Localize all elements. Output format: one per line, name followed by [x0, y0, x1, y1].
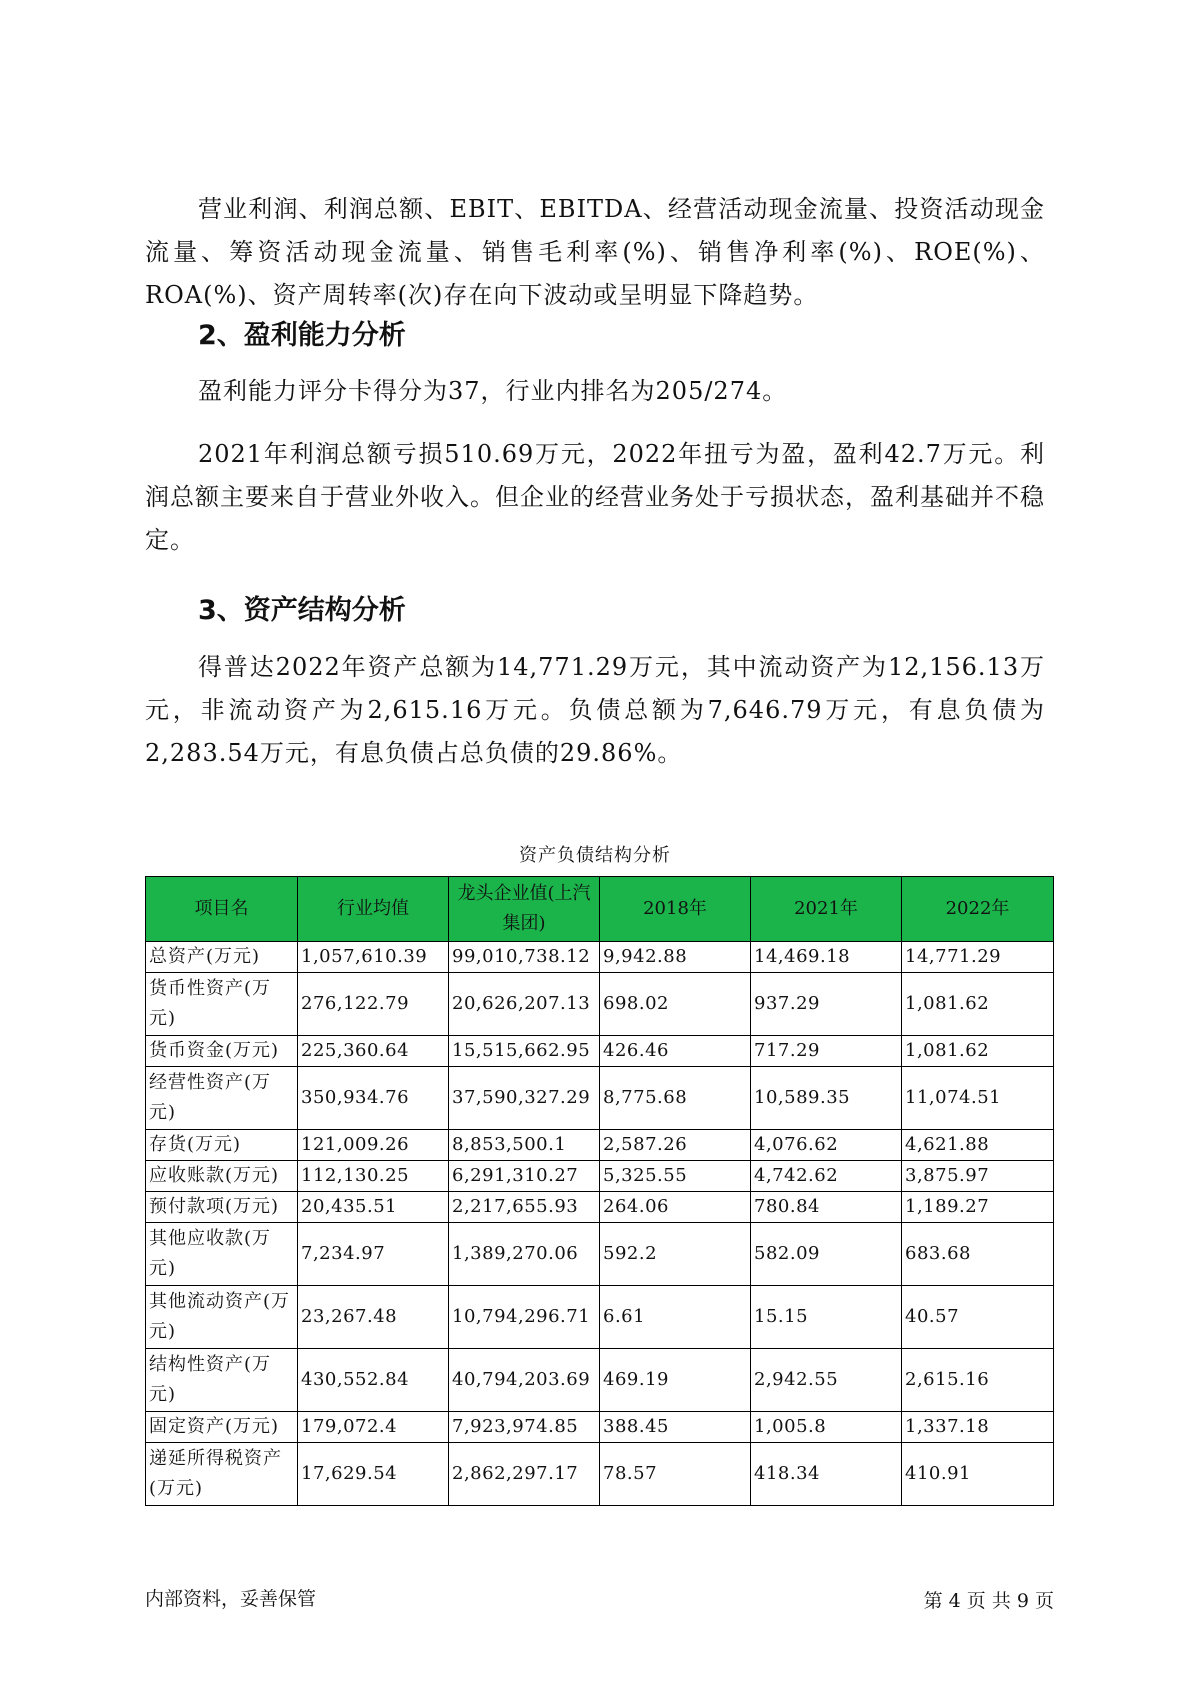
- table-row: [146, 1036, 1054, 1067]
- cell-2022: 3,875.97: [902, 1161, 1054, 1192]
- cell-item-name: 固定资产(万元): [146, 1412, 298, 1443]
- cell-item-name: 总资产(万元): [146, 942, 298, 973]
- cell-2018: 698.02: [600, 973, 751, 1036]
- cell-industry-avg: 112,130.25: [298, 1161, 449, 1192]
- heading-asset-structure: 3、资产结构分析: [198, 595, 406, 626]
- heading-profitability: 2、盈利能力分析: [198, 320, 406, 351]
- cell-2018: 5,325.55: [600, 1161, 751, 1192]
- header-2021: 2021年: [751, 877, 902, 942]
- cell-industry-avg: 7,234.97: [298, 1223, 449, 1286]
- cell-industry-avg: 276,122.79: [298, 973, 449, 1036]
- table-row: [146, 1067, 1054, 1130]
- cell-2022: 14,771.29: [902, 942, 1054, 973]
- table-row: [146, 1349, 1054, 1412]
- cell-industry-avg: 17,629.54: [298, 1443, 449, 1506]
- cell-industry-avg: 121,009.26: [298, 1130, 449, 1161]
- header-2018: 2018年: [600, 877, 751, 942]
- cell-industry-avg: 20,435.51: [298, 1192, 449, 1223]
- cell-2018: 78.57: [600, 1443, 751, 1506]
- footer-confidential-note: 内部资料，妥善保管: [145, 1588, 317, 1610]
- cell-item-name: 其他流动资产(万元): [146, 1286, 298, 1349]
- paragraph-asset-summary: 得普达2022年资产总额为14,771.29万元，其中流动资产为12,156.13万元，非流动资产为2,615.16万元。负债总额为7,646.79万元，有息负债为2,283.54万元，有息负债占总负债的29.86%。: [145, 653, 1045, 767]
- cell-leader-value: 37,590,327.29: [449, 1067, 600, 1130]
- cell-leader-value: 10,794,296.71: [449, 1286, 600, 1349]
- cell-item-name: 递延所得税资产(万元): [146, 1443, 298, 1506]
- balance-structure-table: [145, 876, 1054, 1506]
- table-row: [146, 1412, 1054, 1443]
- cell-2021: 582.09: [751, 1223, 902, 1286]
- cell-leader-value: 2,862,297.17: [449, 1443, 600, 1506]
- cell-2022: 11,074.51: [902, 1067, 1054, 1130]
- cell-item-name: 经营性资产(万元): [146, 1067, 298, 1130]
- table-header-row: [146, 877, 1054, 942]
- cell-item-name: 其他应收款(万元): [146, 1223, 298, 1286]
- cell-leader-value: 8,853,500.1: [449, 1130, 600, 1161]
- cell-2018: 6.61: [600, 1286, 751, 1349]
- cell-2021: 937.29: [751, 973, 902, 1036]
- cell-2018: 426.46: [600, 1036, 751, 1067]
- cell-leader-value: 6,291,310.27: [449, 1161, 600, 1192]
- table-row: [146, 1161, 1054, 1192]
- footer-page-number: 第 4 页 共 9 页: [923, 1590, 1054, 1612]
- cell-2021: 15.15: [751, 1286, 902, 1349]
- paragraph-profit-summary: 2021年利润总额亏损510.69万元，2022年扭亏为盈，盈利42.7万元。利润总额主要来自于营业外收入。但企业的经营业务处于亏损状态，盈利基础并不稳定。: [145, 440, 1045, 554]
- cell-2021: 418.34: [751, 1443, 902, 1506]
- cell-2021: 2,942.55: [751, 1349, 902, 1412]
- cell-2018: 2,587.26: [600, 1130, 751, 1161]
- table-row: [146, 1130, 1054, 1161]
- cell-industry-avg: 430,552.84: [298, 1349, 449, 1412]
- cell-2018: 469.19: [600, 1349, 751, 1412]
- cell-2022: 410.91: [902, 1443, 1054, 1506]
- cell-2018: 592.2: [600, 1223, 751, 1286]
- cell-2022: 40.57: [902, 1286, 1054, 1349]
- cell-industry-avg: 179,072.4: [298, 1412, 449, 1443]
- cell-leader-value: 1,389,270.06: [449, 1223, 600, 1286]
- cell-leader-value: 2,217,655.93: [449, 1192, 600, 1223]
- cell-2022: 1,081.62: [902, 1036, 1054, 1067]
- table-row: [146, 1223, 1054, 1286]
- cell-leader-value: 20,626,207.13: [449, 973, 600, 1036]
- cell-industry-avg: 23,267.48: [298, 1286, 449, 1349]
- cell-item-name: 货币资金(万元): [146, 1036, 298, 1067]
- cell-industry-avg: 1,057,610.39: [298, 942, 449, 973]
- cell-leader-value: 15,515,662.95: [449, 1036, 600, 1067]
- table-caption: 资产负债结构分析: [519, 845, 671, 866]
- cell-2022: 4,621.88: [902, 1130, 1054, 1161]
- cell-2021: 717.29: [751, 1036, 902, 1067]
- cell-2018: 8,775.68: [600, 1067, 751, 1130]
- cell-item-name: 结构性资产(万元): [146, 1349, 298, 1412]
- cell-leader-value: 40,794,203.69: [449, 1349, 600, 1412]
- cell-2021: 4,076.62: [751, 1130, 902, 1161]
- header-leader-value: 龙头企业值(上汽集团): [449, 877, 600, 942]
- cell-2018: 9,942.88: [600, 942, 751, 973]
- header-industry-avg: 行业均值: [298, 877, 449, 942]
- cell-leader-value: 99,010,738.12: [449, 942, 600, 973]
- table-row: [146, 1192, 1054, 1223]
- cell-industry-avg: 350,934.76: [298, 1067, 449, 1130]
- cell-2021: 780.84: [751, 1192, 902, 1223]
- cell-2021: 1,005.8: [751, 1412, 902, 1443]
- cell-item-name: 货币性资产(万元): [146, 973, 298, 1036]
- header-2022: 2022年: [902, 877, 1054, 942]
- paragraph-profitability-score: 盈利能力评分卡得分为37，行业内排名为205/274。: [198, 377, 788, 405]
- cell-industry-avg: 225,360.64: [298, 1036, 449, 1067]
- cell-2018: 264.06: [600, 1192, 751, 1223]
- cell-2022: 683.68: [902, 1223, 1054, 1286]
- cell-leader-value: 7,923,974.85: [449, 1412, 600, 1443]
- cell-2022: 1,189.27: [902, 1192, 1054, 1223]
- cell-2021: 4,742.62: [751, 1161, 902, 1192]
- header-item-name: 项目名: [146, 877, 298, 942]
- cell-2021: 10,589.35: [751, 1067, 902, 1130]
- cell-2022: 1,081.62: [902, 973, 1054, 1036]
- table-row: [146, 942, 1054, 973]
- cell-item-name: 应收账款(万元): [146, 1161, 298, 1192]
- cell-item-name: 预付款项(万元): [146, 1192, 298, 1223]
- cell-2021: 14,469.18: [751, 942, 902, 973]
- paragraph-declining-indicators: 营业利润、利润总额、EBIT、EBITDA、经营活动现金流量、投资活动现金流量、筹资活动现金流量、销售毛利率(%)、销售净利率(%)、ROE(%)、ROA(%)、资产周转率(次)存在向下波动或呈明显下降趋势。: [145, 195, 1045, 309]
- table-row: [146, 973, 1054, 1036]
- cell-item-name: 存货(万元): [146, 1130, 298, 1161]
- table-row: [146, 1443, 1054, 1506]
- table-row: [146, 1286, 1054, 1349]
- cell-2022: 2,615.16: [902, 1349, 1054, 1412]
- cell-2018: 388.45: [600, 1412, 751, 1443]
- cell-2022: 1,337.18: [902, 1412, 1054, 1443]
